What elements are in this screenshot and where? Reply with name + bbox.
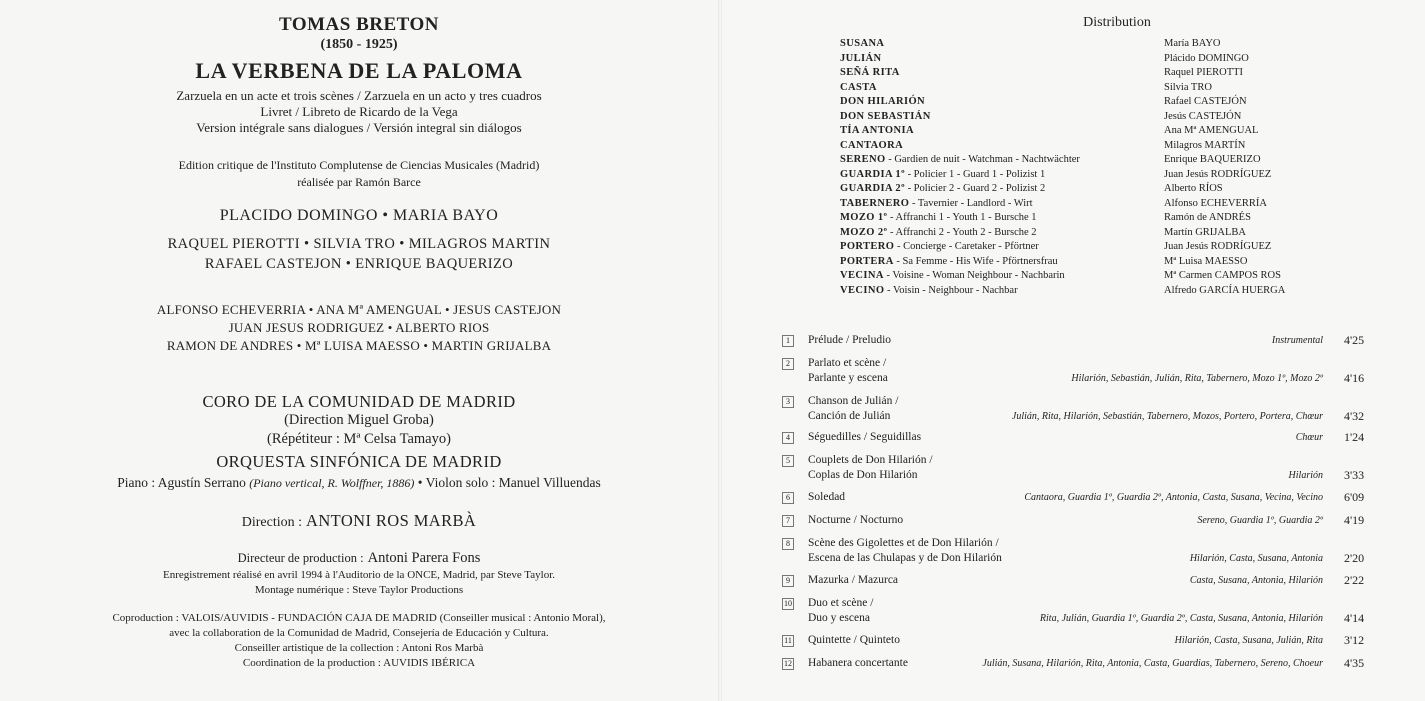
track-title-line: Duo et scène /: [808, 597, 874, 609]
edition-line: réalisée par Ramón Barce: [297, 175, 421, 189]
track-title-line: Scène des Gigolettes et de Don Hilarión /: [808, 537, 999, 549]
singer-name: Alfredo GARCÍA HUERGA: [1164, 284, 1286, 296]
singer-name: Milagros MARTÍN: [1164, 139, 1246, 151]
track-duration: 4'32: [1344, 409, 1365, 423]
role-name: PORTERO: [840, 241, 895, 252]
track-title-line: Mazurka / Mazurca: [808, 574, 899, 586]
track-duration: 6'09: [1344, 490, 1365, 504]
role-name: CANTAORA: [840, 139, 904, 151]
subtitle-line: Version intégrale sans dialogues / Versión integral sin diálogos: [196, 120, 522, 135]
producer-name: Antoni Parera Fons: [367, 550, 481, 566]
track-duration: 1'24: [1344, 430, 1365, 444]
role-name: VECINA: [840, 270, 884, 281]
track-performers: Instrumental: [1271, 335, 1323, 346]
direction-line: [0, 511, 718, 531]
track-number-box: 12: [784, 659, 792, 668]
choir-name: CORO DE LA COMUNIDAD DE MADRID: [202, 392, 516, 411]
track-title-line: Séguedilles / Seguidillas: [808, 431, 922, 443]
role-entry: [840, 183, 1045, 194]
role-entry: [840, 96, 925, 107]
role-description: - Sa Femme - His Wife - Pförtnersfrau: [893, 255, 1058, 267]
role-name: MOZO 2º: [840, 226, 888, 238]
track-performers: Cantaora, Guardia 1º, Guardia 2º, Antonia, Casta, Susana, Vecina, Vecino: [1024, 492, 1323, 503]
subtitle-line: Zarzuela en un acte et trois scènes / Zarzuela en un acto y tres cuadros: [176, 88, 542, 103]
subtitle-line: Livret / Libreto de Ricardo de la Vega: [260, 104, 458, 119]
role-entry: [840, 82, 877, 93]
work-title: LA VERBENA DE LA PALOMA: [195, 58, 523, 83]
track-number-box: 7: [782, 515, 794, 527]
track-number-box: 1: [782, 335, 794, 347]
conductor-name: ANTONI ROS MARBÀ: [306, 511, 477, 530]
track-performers: Julián, Rita, Hilarión, Sebastián, Tabernero, Mozos, Portero, Portera, Chœur: [1011, 411, 1323, 422]
cast-line: RAFAEL CASTEJON • ENRIQUE BAQUERIZO: [204, 256, 514, 272]
role-name: GUARDIA 2º: [840, 183, 905, 194]
cast-line: JUAN JESUS RODRIGUEZ • ALBERTO RIOS: [228, 320, 490, 335]
track-number-box: 3: [782, 396, 794, 408]
track-duration: 4'25: [1344, 333, 1365, 347]
singer-name: Rafael CASTEJÓN: [1164, 96, 1247, 107]
singer-name: Mª Luisa MAESSO: [1164, 255, 1248, 267]
singer-name: Mª Carmen CAMPOS ROS: [1164, 270, 1281, 281]
role-entry: [840, 256, 1058, 267]
singer-name: Alberto RÍOS: [1164, 183, 1223, 194]
track-title-line: Habanera concertante: [808, 657, 908, 669]
track-performers: Casta, Susana, Antonia, Hilarión: [1189, 575, 1323, 586]
track-duration: 2'22: [1344, 573, 1365, 587]
violin-label: • Violon solo : Manuel Villuendas: [417, 475, 601, 490]
track-performers: Hilarión, Sebastián, Julián, Rita, Tabernero, Mozo 1º, Mozo 2º: [1071, 373, 1323, 384]
role-entry: [840, 67, 900, 78]
track-duration: 3'12: [1344, 633, 1365, 647]
role-name: JULIÁN: [840, 52, 882, 64]
track-title-line: Quintette / Quinteto: [808, 634, 900, 646]
singer-name: Martín GRIJALBA: [1164, 226, 1246, 238]
track-title-line: Chanson de Julián /: [808, 395, 899, 407]
role-entry: [840, 212, 1037, 223]
piano-label: Piano : Agustín Serrano: [117, 475, 246, 490]
track-title-line: Couplets de Don Hilarión /: [808, 454, 933, 466]
coproduction-line: avec la collaboration de la Comunidad de Madrid, Consejería de Educación y Cultura.: [169, 627, 549, 639]
role-entry: [840, 125, 914, 136]
track-duration: 4'19: [1344, 513, 1365, 527]
role-description: - Gardien de nuit - Watchman - Nachtwächter: [885, 154, 1080, 165]
role-name: CASTA: [840, 81, 877, 93]
track-duration: 4'16: [1344, 371, 1365, 385]
track-title-line: Prélude / Preludio: [808, 334, 892, 346]
track-performers: Hilarión, Casta, Susana, Antonia: [1189, 553, 1323, 564]
choir-direction: (Direction Miguel Groba): [284, 412, 434, 428]
role-description: - Voisin - Neighbour - Nachbar: [884, 284, 1018, 296]
role-entry: [840, 198, 1033, 209]
track-title-line: Escena de las Chulapas y de Don Hilarión: [808, 552, 1002, 564]
singer-name: Ana Mª AMENGUAL: [1164, 125, 1259, 136]
track-number-box: 4: [782, 432, 794, 444]
singer-name: María BAYO: [1164, 38, 1221, 49]
coproduction-line: Coproduction : VALOIS/AUVIDIS - FUNDACIÓN CAJA DE MADRID (Conseiller musical : Antonio Moral),: [112, 612, 606, 624]
singer-name: Juan Jesús RODRÍGUEZ: [1164, 168, 1272, 180]
role-entry: [840, 38, 884, 49]
role-description: - Affranchi 2 - Youth 2 - Bursche 2: [887, 226, 1037, 238]
coproduction-line: Conseiller artistique de la collection : Antoni Ros Marbà: [234, 642, 484, 654]
role-entry: [840, 285, 1018, 296]
role-name: SEÑÁ RITA: [840, 67, 900, 78]
role-description: - Affranchi 1 - Youth 1 - Bursche 1: [887, 212, 1037, 223]
role-description: - Tavernier - Landlord - Wirt: [909, 197, 1033, 209]
recording-line: Montage numérique : Steve Taylor Productions: [254, 584, 464, 596]
track-title-line: Parlato et scène /: [808, 357, 887, 369]
composer-years: (1850 - 1925): [320, 37, 398, 52]
right-page: [722, 0, 1425, 701]
role-name: DON SEBASTIÁN: [840, 110, 931, 122]
principal-cast: PLACIDO DOMINGO • MARIA BAYO: [219, 207, 499, 224]
orchestra-name: ORQUESTA SINFÓNICA DE MADRID: [216, 452, 502, 471]
track-number-box: 11: [782, 635, 794, 647]
track-title-line: Duo y escena: [808, 612, 870, 624]
producer-line: [0, 549, 718, 567]
track-duration: 4'14: [1344, 611, 1365, 625]
track-performers: Rita, Julián, Guardia 1º, Guardia 2º, Casta, Susana, Antonia, Hilarión: [1039, 613, 1323, 624]
role-name: VECINO: [840, 284, 885, 296]
singer-name: Alfonso ECHEVERRÍA: [1164, 197, 1267, 209]
soloists-line: [0, 475, 718, 491]
role-description: - Policier 2 - Guard 2 - Polizist 2: [904, 183, 1046, 194]
role-name: DON HILARIÓN: [840, 96, 926, 107]
role-description: - Policier 1 - Guard 1 - Polizist 1: [904, 168, 1046, 180]
track-duration: 2'20: [1344, 551, 1365, 565]
role-name: PORTERA: [840, 255, 894, 267]
direction-label: Direction :: [241, 515, 303, 530]
cast-line: RAQUEL PIEROTTI • SILVIA TRO • MILAGROS MARTIN: [167, 236, 551, 252]
track-performers: Hilarión: [1288, 470, 1323, 481]
edition-line: Edition critique de l'Instituto Complutense de Ciencias Musicales (Madrid): [178, 158, 540, 172]
role-entry: [840, 111, 931, 122]
recording-line: Enregistrement réalisé en avril 1994 à l'Auditorio de la ONCE, Madrid, par Steve Taylor.: [162, 569, 555, 581]
role-entry: [840, 241, 1039, 252]
role-description: - Voisine - Woman Neighbour - Nachbarin: [883, 270, 1065, 281]
singer-name: Raquel PIEROTTI: [1164, 67, 1244, 78]
track-title-line: Parlante y escena: [808, 372, 888, 384]
singer-name: Silvia TRO: [1164, 81, 1212, 93]
track-number-box: 6: [782, 492, 794, 504]
track-performers: Sereno, Guardia 1º, Guardia 2º: [1197, 515, 1323, 526]
producer-label: Directeur de production :: [237, 551, 364, 565]
choir-repetiteur: (Répétiteur : Mª Celsa Tamayo): [267, 431, 451, 447]
role-entry: [840, 270, 1065, 281]
singer-name: Ramón de ANDRÉS: [1164, 212, 1251, 223]
singer-name: Enrique BAQUERIZO: [1164, 154, 1261, 165]
singer-name: Plácido DOMINGO: [1164, 52, 1249, 64]
role-entry: [840, 154, 1080, 165]
coproduction-line: Coordination de la production : AUVIDIS IBÉRICA: [242, 657, 476, 669]
singer-name: Jesús CASTEJÓN: [1164, 110, 1242, 122]
role-name: GUARDIA 1º: [840, 168, 905, 180]
piano-note: (Piano vertical, R. Wolffner, 1886): [249, 476, 415, 490]
distribution-title: Distribution: [1083, 15, 1151, 30]
composer-name: TOMAS BRETON: [279, 14, 439, 35]
track-title-line: Soledad: [808, 491, 846, 503]
role-name: SERENO: [840, 154, 886, 165]
track-number-box: 5: [782, 455, 794, 467]
role-entry: [840, 227, 1037, 238]
track-title-line: Canción de Julián: [808, 410, 891, 422]
track-performers: Chœur: [1295, 432, 1323, 443]
track-performers: Julián, Susana, Hilarión, Rita, Antonia, Casta, Guardias, Tabernero, Sereno, Choeur: [982, 658, 1323, 669]
role-name: TÍA ANTONIA: [840, 125, 914, 136]
track-number-box: 8: [782, 538, 794, 550]
role-entry: [840, 53, 882, 64]
role-description: - Concierge - Caretaker - Pförtner: [894, 241, 1039, 252]
cast-line: RAMON DE ANDRES • Mª LUISA MAESSO • MARTIN GRIJALBA: [166, 338, 552, 353]
track-duration: 3'33: [1344, 468, 1365, 482]
track-number-box: 10: [784, 599, 792, 608]
role-name: SUSANA: [840, 38, 885, 49]
singer-name: Juan Jesús RODRÍGUEZ: [1164, 241, 1272, 252]
track-title-line: Nocturne / Nocturno: [808, 514, 904, 526]
track-duration: 4'35: [1344, 656, 1365, 670]
role-name: MOZO 1º: [840, 212, 888, 223]
role-entry: [840, 140, 903, 151]
cast-line: ALFONSO ECHEVERRIA • ANA Mª AMENGUAL • JESUS CASTEJON: [156, 302, 562, 317]
track-performers: Hilarión, Casta, Susana, Julián, Rita: [1174, 635, 1323, 646]
role-entry: [840, 169, 1045, 180]
track-title-line: Coplas de Don Hilarión: [808, 469, 918, 481]
track-number-box: 9: [782, 575, 794, 587]
role-name: TABERNERO: [840, 197, 910, 209]
track-number-box: 2: [782, 358, 794, 370]
